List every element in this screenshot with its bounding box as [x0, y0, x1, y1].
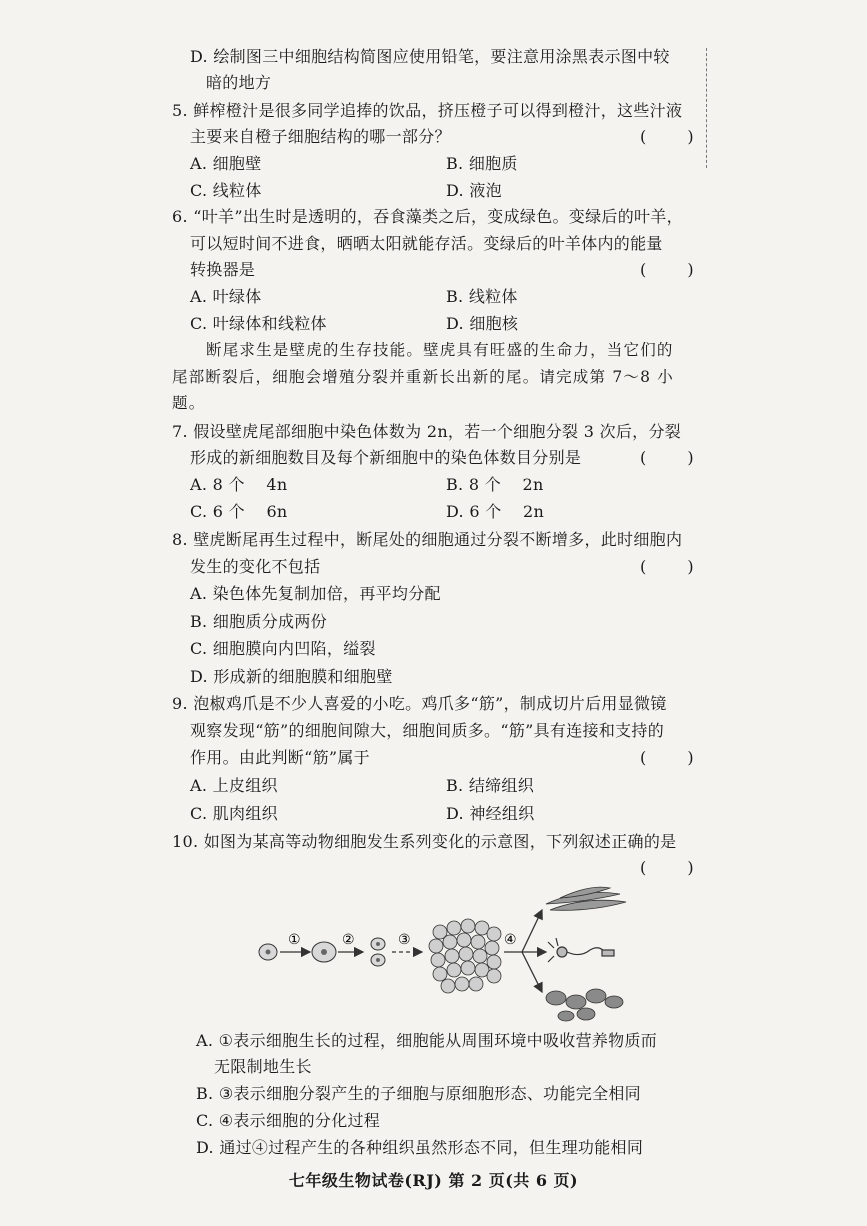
q5-option-a: A. 细胞壁 — [190, 154, 262, 173]
blood-cells — [546, 989, 623, 1021]
q9-stem-line3: 作用。由此判断“筋”属于 — [190, 748, 370, 767]
q9-option-a: A. 上皮组织 — [190, 776, 278, 795]
label-4: ④ — [504, 932, 517, 948]
label-1: ① — [288, 932, 301, 948]
muscle-cells — [546, 887, 626, 910]
daughter-cells — [371, 938, 385, 966]
q10-option-a-line2: 无限制地生长 — [214, 1057, 312, 1076]
q10-option-d: D. 通过④过程产生的各种组织虽然形态不同，但生理功能相同 — [196, 1138, 644, 1157]
passage-line2: 尾部断裂后，细胞会增殖分裂并重新长出新的尾。请完成第 7～8 小 — [172, 368, 674, 386]
q4-option-d-line1: D. 绘制图三中细胞结构简图应使用铅笔，要注意用涂黑表示图中较 — [190, 47, 670, 66]
arrow-4-down — [522, 952, 542, 992]
q8-option-a: A. 染色体先复制加倍，再平均分配 — [190, 584, 441, 603]
q10-option-a-line1: A. ①表示细胞生长的过程，细胞能从周围环境中吸收营养物质而 — [196, 1031, 658, 1050]
q9-stem-line2: 观察发现“筋”的细胞间隙大，细胞间质多。“筋”具有连接和支持的 — [190, 721, 665, 740]
q6-stem-line2: 可以短时间不进食，晒晒太阳就能存活。变绿后的叶羊体内的能量 — [190, 234, 663, 253]
q5-option-d: D. 液泡 — [446, 181, 502, 200]
q9-stem-line1: 9. 泡椒鸡爪是不少人喜爱的小吃。鸡爪多“筋”，制成切片后用显微镜 — [172, 694, 667, 713]
q5-answer-blank: ( ) — [640, 127, 712, 146]
passage-line1: 断尾求生是壁虎的生存技能。壁虎具有旺盛的生命力，当它们的 — [206, 341, 674, 359]
q7-option-a: A. 8 个 4n — [190, 475, 288, 494]
q5-stem-line2: 主要来自橙子细胞结构的哪一部分？ — [190, 127, 451, 146]
single-cell — [259, 944, 277, 960]
cell-change-diagram — [250, 880, 630, 1030]
q10-stem-line1: 10. 如图为某高等动物细胞发生系列变化的示意图，下列叙述正确的是 — [172, 832, 677, 851]
q5-option-b: B. 细胞质 — [446, 154, 518, 173]
q9-option-d: D. 神经组织 — [446, 804, 535, 823]
q7-option-b: B. 8 个 2n — [446, 475, 544, 494]
q10-answer-blank: ( ) — [640, 858, 712, 877]
q7-stem-line2: 形成的新细胞数目及每个新细胞中的染色体数目分别是 — [190, 448, 582, 467]
page-footer: 七年级生物试卷(RJ) 第 2 页(共 6 页) — [288, 1171, 579, 1190]
q7-stem-line1: 7. 假设壁虎尾部细胞中染色体数为 2n，若一个细胞分裂 3 次后，分裂 — [172, 422, 682, 441]
grown-cell — [312, 942, 336, 962]
q8-stem-line1: 8. 壁虎断尾再生过程中，断尾处的细胞通过分裂不断增多，此时细胞内 — [172, 530, 683, 549]
q4-option-d-line2: 暗的地方 — [206, 73, 272, 92]
q7-option-c: C. 6 个 6n — [190, 502, 288, 521]
passage-line3: 题。 — [172, 394, 206, 412]
q10-option-b: B. ③表示细胞分裂产生的子细胞与原细胞形态、功能完全相同 — [196, 1084, 641, 1103]
q5-option-c: C. 线粒体 — [190, 181, 262, 200]
label-3: ③ — [398, 932, 411, 948]
q8-stem-line2: 发生的变化不包括 — [190, 557, 321, 576]
q6-option-a: A. 叶绿体 — [190, 287, 262, 306]
q6-answer-blank: ( ) — [640, 260, 712, 279]
label-2: ② — [342, 932, 355, 948]
q8-option-c: C. 细胞膜向内凹陷，缢裂 — [190, 639, 376, 658]
nerve-cell — [548, 938, 614, 962]
q6-stem-line1: 6. “叶羊”出生时是透明的，吞食藻类之后，变成绿色。变绿后的叶羊， — [172, 207, 683, 226]
q6-stem-line3: 转换器是 — [190, 260, 256, 279]
binding-margin-line — [706, 48, 707, 168]
q8-option-b: B. 细胞质分成两份 — [190, 612, 327, 631]
q6-option-c: C. 叶绿体和线粒体 — [190, 314, 327, 333]
q6-option-d: D. 细胞核 — [446, 314, 519, 333]
q9-answer-blank: ( ) — [640, 748, 712, 767]
q9-option-b: B. 结缔组织 — [446, 776, 535, 795]
q5-stem-line1: 5. 鲜榨橙汁是很多同学追捧的饮品，挤压橙子可以得到橙汁，这些汁液 — [172, 101, 683, 120]
q10-option-c: C. ④表示细胞的分化过程 — [196, 1111, 381, 1130]
q9-option-c: C. 肌肉组织 — [190, 804, 278, 823]
q7-option-d: D. 6 个 2n — [446, 502, 545, 521]
q8-answer-blank: ( ) — [640, 557, 712, 576]
arrow-4-up — [522, 910, 542, 952]
cell-mass — [429, 919, 501, 993]
q6-option-b: B. 线粒体 — [446, 287, 518, 306]
q7-answer-blank: ( ) — [640, 448, 712, 467]
q8-option-d: D. 形成新的细胞膜和细胞壁 — [190, 667, 393, 686]
